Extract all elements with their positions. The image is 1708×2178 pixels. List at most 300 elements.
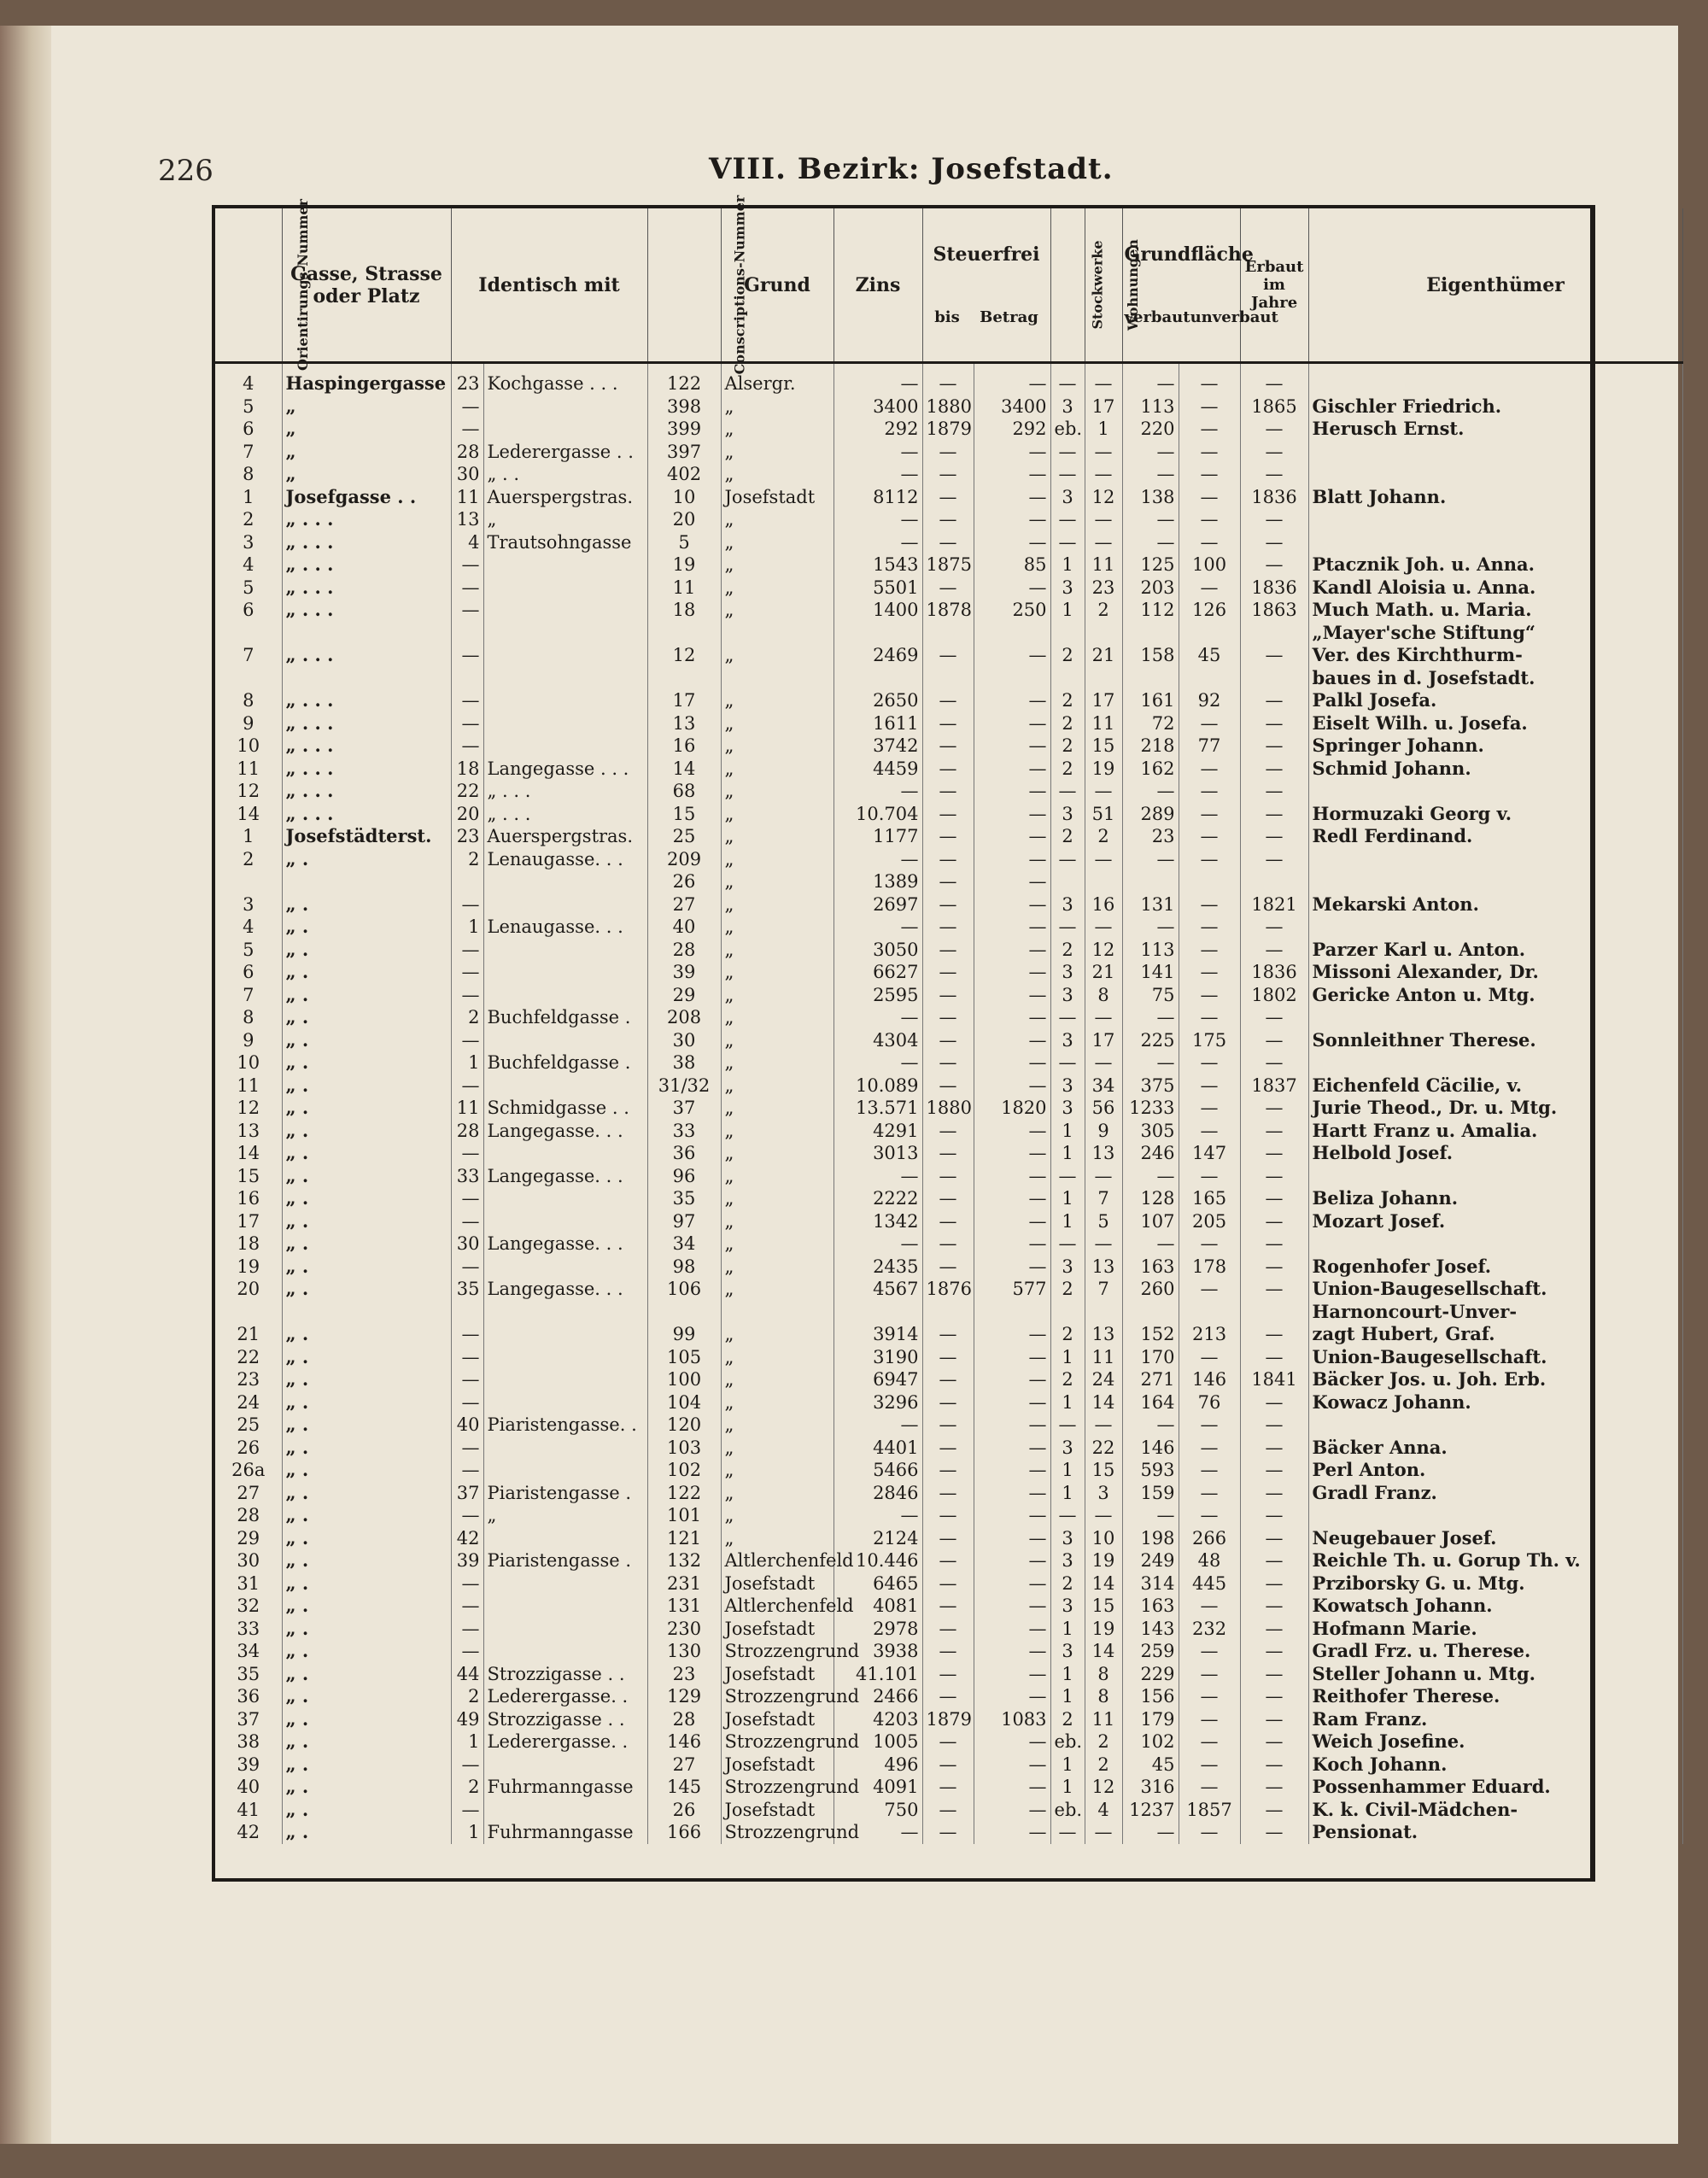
cell-gasse: „ . [282, 984, 451, 1007]
cell-verbaut: 162 [1122, 758, 1179, 781]
cell-stockwerke: — [1050, 1821, 1085, 1844]
cell-conscriptions-nummer: 28 [647, 939, 721, 962]
table-row [215, 1595, 1682, 1618]
cell-grund: „ [721, 758, 834, 781]
cell-erbaut: — [1240, 1187, 1308, 1210]
cell-wohnungen: 10 [1085, 1527, 1122, 1550]
header-steuerfrei-betrag: Betrag [980, 308, 1038, 326]
cell-erbaut: — [1240, 1437, 1308, 1460]
cell-grund: „ [721, 395, 834, 419]
cell-gasse: „ . [282, 939, 451, 962]
cell-identisch-gasse [483, 1527, 647, 1550]
cell-identisch-gasse [483, 984, 647, 1007]
cell-grund: „ [721, 1210, 834, 1233]
cell-steuerfrei-betrag: — [974, 758, 1050, 781]
cell-stockwerke: 3 [1050, 1595, 1085, 1618]
cell-orientirungs-nummer: 6 [215, 599, 282, 622]
cell-conscriptions-nummer: 231 [647, 1572, 721, 1595]
cell-steuerfrei-betrag: — [974, 1256, 1050, 1279]
table-row [215, 1459, 1682, 1482]
cell-steuerfrei-bis: — [922, 1685, 974, 1708]
cell-unverbaut: — [1179, 1595, 1240, 1618]
cell-eigenthuemer [1308, 1006, 1682, 1029]
cell-identisch-nummer: 49 [451, 1708, 483, 1731]
cell-orientirungs-nummer: 27 [215, 1482, 282, 1505]
cell-steuerfrei-bis: — [922, 1232, 974, 1256]
cell-unverbaut: — [1179, 508, 1240, 531]
cell-eigenthuemer: Missoni Alexander, Dr. [1308, 961, 1682, 984]
cell-steuerfrei-bis: — [922, 486, 974, 509]
cell-grund: Josefstadt [721, 1663, 834, 1686]
cell-steuerfrei-betrag: — [974, 984, 1050, 1007]
cell-unverbaut: — [1179, 939, 1240, 962]
cell-erbaut: — [1240, 1549, 1308, 1572]
cell-eigenthuemer: Reichle Th. u. Gorup Th. v. [1308, 1549, 1682, 1572]
cell-unverbaut: — [1179, 1006, 1240, 1029]
cell-identisch-nummer: 23 [451, 825, 483, 848]
cell-verbaut: 198 [1122, 1527, 1179, 1550]
cell-eigenthuemer: Much Math. u. Maria. [1308, 599, 1682, 622]
cell-eigenthuemer [1308, 463, 1682, 486]
cell-steuerfrei-bis: — [922, 1821, 974, 1844]
cell-unverbaut: — [1179, 1482, 1240, 1505]
cell-grund: „ [721, 599, 834, 622]
cell-grund: Strozzengrund [721, 1730, 834, 1754]
cell-orientirungs-nummer: 11 [215, 1074, 282, 1098]
cell-steuerfrei-bis: — [922, 1029, 974, 1052]
cell-gasse: Haspingergasse [282, 363, 451, 395]
cell-grund [721, 1301, 834, 1324]
cell-verbaut: 112 [1122, 599, 1179, 622]
cell-verbaut: 229 [1122, 1663, 1179, 1686]
cell-wohnungen: 2 [1085, 1754, 1122, 1777]
cell-wohnungen: 14 [1085, 1391, 1122, 1414]
cell-identisch-nummer: 18 [451, 758, 483, 781]
cell-stockwerke: eb. [1050, 1730, 1085, 1754]
cell-stockwerke: 3 [1050, 486, 1085, 509]
cell-orientirungs-nummer: 39 [215, 1754, 282, 1777]
cell-steuerfrei-bis: 1880 [922, 395, 974, 419]
cell-identisch-nummer: — [451, 1640, 483, 1663]
cell-unverbaut: 213 [1179, 1323, 1240, 1346]
cell-identisch-gasse: Lederergasse . . [483, 441, 647, 464]
cell-identisch-gasse: Piaristengasse. . [483, 1414, 647, 1437]
header-steuerfrei-title: Steuerfrei [933, 243, 1040, 266]
cell-gasse: „ . [282, 1572, 451, 1595]
cell-identisch-nummer: 44 [451, 1663, 483, 1686]
cell-grund [721, 622, 834, 645]
cell-steuerfrei-betrag: — [974, 1346, 1050, 1369]
table-row [215, 667, 1682, 690]
cell-erbaut: — [1240, 916, 1308, 939]
cell-stockwerke: 2 [1050, 644, 1085, 667]
cell-orientirungs-nummer: 22 [215, 1346, 282, 1369]
cell-stockwerke: 3 [1050, 1437, 1085, 1460]
cell-erbaut: 1821 [1240, 893, 1308, 916]
cell-zins: 3013 [834, 1142, 922, 1165]
cell-wohnungen: 24 [1085, 1368, 1122, 1391]
cell-erbaut: — [1240, 531, 1308, 554]
cell-identisch-gasse [483, 1595, 647, 1618]
cell-eigenthuemer [1308, 1504, 1682, 1527]
cell-unverbaut: — [1179, 1278, 1240, 1301]
cell-verbaut: 152 [1122, 1323, 1179, 1346]
cell-grund: „ [721, 1368, 834, 1391]
cell-stockwerke: 3 [1050, 984, 1085, 1007]
cell-unverbaut: — [1179, 780, 1240, 803]
cell-erbaut: — [1240, 803, 1308, 826]
cell-steuerfrei-betrag: 292 [974, 418, 1050, 441]
cell-identisch-nummer: 35 [451, 1278, 483, 1301]
table-row [215, 1776, 1682, 1799]
table-row [215, 1368, 1682, 1391]
cell-eigenthuemer: Gradl Franz. [1308, 1482, 1682, 1505]
cell-wohnungen: — [1085, 1232, 1122, 1256]
cell-erbaut: — [1240, 1459, 1308, 1482]
cell-gasse: „ . . . [282, 758, 451, 781]
cell-steuerfrei-betrag [974, 1301, 1050, 1324]
cell-grund: „ [721, 870, 834, 893]
cell-unverbaut: — [1179, 486, 1240, 509]
cell-steuerfrei-betrag: — [974, 712, 1050, 735]
cell-unverbaut: 165 [1179, 1187, 1240, 1210]
cell-verbaut: — [1122, 1504, 1179, 1527]
cell-zins: 750 [834, 1799, 922, 1822]
cell-wohnungen: 7 [1085, 1187, 1122, 1210]
cell-identisch-gasse: Schmidgasse . . [483, 1097, 647, 1120]
cell-identisch-nummer: 1 [451, 1730, 483, 1754]
header-zins: Zins [834, 208, 922, 363]
table-row [215, 1437, 1682, 1460]
cell-identisch-nummer: — [451, 689, 483, 712]
cell-zins: — [834, 1414, 922, 1437]
cell-orientirungs-nummer: 38 [215, 1730, 282, 1754]
cell-verbaut: 593 [1122, 1459, 1179, 1482]
cell-grund: Josefstadt [721, 1799, 834, 1822]
cell-verbaut: 246 [1122, 1142, 1179, 1165]
cell-eigenthuemer: Mekarski Anton. [1308, 893, 1682, 916]
cell-wohnungen: 13 [1085, 1142, 1122, 1165]
cell-steuerfrei-bis: — [922, 1165, 974, 1188]
cell-stockwerke: — [1050, 1165, 1085, 1188]
cell-unverbaut: — [1179, 1640, 1240, 1663]
cell-erbaut: — [1240, 735, 1308, 758]
cell-verbaut: 316 [1122, 1776, 1179, 1799]
table-row [215, 1301, 1682, 1324]
cell-orientirungs-nummer: 16 [215, 1187, 282, 1210]
cell-identisch-gasse: Auerspergstras. [483, 486, 647, 509]
table-row [215, 463, 1682, 486]
cell-steuerfrei-betrag: — [974, 1663, 1050, 1686]
cell-wohnungen: 17 [1085, 1029, 1122, 1052]
cell-verbaut: — [1122, 441, 1179, 464]
cell-verbaut: 141 [1122, 961, 1179, 984]
cell-stockwerke: 1 [1050, 1754, 1085, 1777]
cell-wohnungen [1085, 667, 1122, 690]
cell-wohnungen: 1 [1085, 418, 1122, 441]
cell-identisch-nummer: — [451, 984, 483, 1007]
cell-grund: Josefstadt [721, 1754, 834, 1777]
cell-steuerfrei-betrag: — [974, 1595, 1050, 1618]
cell-unverbaut: — [1179, 961, 1240, 984]
cell-identisch-nummer: 23 [451, 363, 483, 395]
cell-zins: 1005 [834, 1730, 922, 1754]
cell-identisch-gasse [483, 1323, 647, 1346]
cell-orientirungs-nummer: 20 [215, 1278, 282, 1301]
cell-identisch-gasse [483, 735, 647, 758]
cell-identisch-gasse: „ . . [483, 463, 647, 486]
table-row [215, 848, 1682, 871]
cell-identisch-gasse [483, 1640, 647, 1663]
cell-zins: — [834, 848, 922, 871]
cell-orientirungs-nummer: 11 [215, 758, 282, 781]
cell-steuerfrei-bis: — [922, 893, 974, 916]
cell-erbaut: — [1240, 1210, 1308, 1233]
cell-wohnungen: 9 [1085, 1120, 1122, 1143]
cell-wohnungen: 15 [1085, 1459, 1122, 1482]
cell-identisch-nummer: — [451, 1459, 483, 1482]
cell-steuerfrei-bis: — [922, 780, 974, 803]
cell-verbaut: 314 [1122, 1572, 1179, 1595]
cell-steuerfrei-bis: 1879 [922, 1708, 974, 1731]
cell-conscriptions-nummer: 402 [647, 463, 721, 486]
cell-steuerfrei-bis: — [922, 1549, 974, 1572]
cell-gasse: „ . [282, 1165, 451, 1188]
cell-identisch-gasse: Auerspergstras. [483, 825, 647, 848]
cell-identisch-nummer: 30 [451, 1232, 483, 1256]
cell-conscriptions-nummer: 99 [647, 1323, 721, 1346]
cell-orientirungs-nummer: 3 [215, 531, 282, 554]
cell-steuerfrei-bis: — [922, 531, 974, 554]
cell-grund [721, 667, 834, 690]
cell-unverbaut: — [1179, 1754, 1240, 1777]
cell-erbaut: — [1240, 553, 1308, 577]
cell-stockwerke: 1 [1050, 1120, 1085, 1143]
cell-gasse: „ . [282, 1187, 451, 1210]
cell-identisch-gasse [483, 1210, 647, 1233]
cell-wohnungen: 3 [1085, 1482, 1122, 1505]
cell-grund: „ [721, 1029, 834, 1052]
cell-eigenthuemer: Ram Franz. [1308, 1708, 1682, 1731]
cell-zins: 13.571 [834, 1097, 922, 1120]
cell-erbaut: 1865 [1240, 395, 1308, 419]
cell-identisch-gasse [483, 644, 647, 667]
cell-erbaut: — [1240, 1232, 1308, 1256]
cell-grund: „ [721, 1074, 834, 1098]
cell-wohnungen: 19 [1085, 1549, 1122, 1572]
cell-unverbaut: — [1179, 1074, 1240, 1098]
cell-verbaut: 1233 [1122, 1097, 1179, 1120]
cell-stockwerke: 3 [1050, 1256, 1085, 1279]
cell-wohnungen: 14 [1085, 1572, 1122, 1595]
cell-identisch-nummer: 1 [451, 1821, 483, 1844]
cell-gasse: „ . [282, 1821, 451, 1844]
cell-wohnungen: 56 [1085, 1097, 1122, 1120]
cell-identisch-nummer: — [451, 1368, 483, 1391]
cell-conscriptions-nummer: 166 [647, 1821, 721, 1844]
cell-conscriptions-nummer: 36 [647, 1142, 721, 1165]
header-grundflaeche-title: Grundfläche [1124, 243, 1254, 266]
cell-identisch-gasse [483, 667, 647, 690]
cell-unverbaut [1179, 870, 1240, 893]
cell-verbaut: 159 [1122, 1482, 1179, 1505]
cell-eigenthuemer: Ver. des Kirchthurm- [1308, 644, 1682, 667]
cell-stockwerke: 2 [1050, 1572, 1085, 1595]
cell-eigenthuemer: Eichenfeld Cäcilie, v. [1308, 1074, 1682, 1098]
cell-identisch-nummer [451, 1301, 483, 1324]
table-row [215, 916, 1682, 939]
cell-identisch-gasse [483, 712, 647, 735]
cell-orientirungs-nummer: 10 [215, 735, 282, 758]
cell-eigenthuemer: Perl Anton. [1308, 1459, 1682, 1482]
cell-orientirungs-nummer: 26 [215, 1437, 282, 1460]
cell-gasse: „ [282, 463, 451, 486]
cell-gasse: „ . [282, 1437, 451, 1460]
cell-gasse [282, 1301, 451, 1324]
cell-stockwerke: — [1050, 848, 1085, 871]
cell-identisch-nummer: 28 [451, 441, 483, 464]
cell-steuerfrei-bis: — [922, 441, 974, 464]
cell-identisch-gasse: Lenaugasse. . . [483, 848, 647, 871]
cell-eigenthuemer: Rogenhofer Josef. [1308, 1256, 1682, 1279]
cell-unverbaut: — [1179, 1776, 1240, 1799]
cell-steuerfrei-bis: — [922, 961, 974, 984]
cell-gasse: „ . [282, 1414, 451, 1437]
cell-steuerfrei-bis: — [922, 1210, 974, 1233]
cell-gasse: „ . [282, 1029, 451, 1052]
cell-unverbaut: — [1179, 395, 1240, 419]
cell-verbaut: — [1122, 531, 1179, 554]
cell-zins: 2595 [834, 984, 922, 1007]
cell-steuerfrei-bis: — [922, 939, 974, 962]
cell-steuerfrei-betrag: — [974, 1776, 1050, 1799]
cell-unverbaut: — [1179, 1708, 1240, 1731]
cell-verbaut: 375 [1122, 1074, 1179, 1098]
cell-gasse: „ . . . [282, 577, 451, 600]
cell-wohnungen: 8 [1085, 1685, 1122, 1708]
cell-erbaut [1240, 870, 1308, 893]
cell-orientirungs-nummer [215, 667, 282, 690]
cell-identisch-gasse: „ . . . [483, 803, 647, 826]
cell-identisch-gasse: „ . . . [483, 780, 647, 803]
cell-gasse: „ . [282, 1232, 451, 1256]
cell-gasse: „ . [282, 1346, 451, 1369]
cell-gasse: „ [282, 395, 451, 419]
cell-steuerfrei-betrag: — [974, 1074, 1050, 1098]
cell-orientirungs-nummer: 7 [215, 644, 282, 667]
cell-orientirungs-nummer: 6 [215, 418, 282, 441]
cell-stockwerke: 2 [1050, 825, 1085, 848]
cell-steuerfrei-betrag: — [974, 1368, 1050, 1391]
table-row [215, 1165, 1682, 1188]
cell-identisch-nummer: 1 [451, 1051, 483, 1074]
cell-steuerfrei-betrag: — [974, 1391, 1050, 1414]
table-row [215, 1187, 1682, 1210]
cell-steuerfrei-betrag [974, 667, 1050, 690]
cell-wohnungen: 13 [1085, 1256, 1122, 1279]
cell-steuerfrei-bis: — [922, 1051, 974, 1074]
cell-identisch-gasse: Langegasse. . . [483, 1278, 647, 1301]
cell-grund: Strozzengrund [721, 1640, 834, 1663]
cell-steuerfrei-bis [922, 1301, 974, 1324]
table-row [215, 622, 1682, 645]
cell-unverbaut: 445 [1179, 1572, 1240, 1595]
cell-identisch-nummer: 11 [451, 1097, 483, 1120]
cell-steuerfrei-betrag: 1820 [974, 1097, 1050, 1120]
cell-conscriptions-nummer: 34 [647, 1232, 721, 1256]
cell-orientirungs-nummer: 37 [215, 1708, 282, 1731]
cell-steuerfrei-bis: — [922, 1256, 974, 1279]
cell-orientirungs-nummer: 15 [215, 1165, 282, 1188]
cell-steuerfrei-bis: — [922, 916, 974, 939]
cell-steuerfrei-bis: — [922, 1776, 974, 1799]
cell-erbaut: — [1240, 1346, 1308, 1369]
cell-eigenthuemer: Blatt Johann. [1308, 486, 1682, 509]
cell-steuerfrei-betrag: — [974, 508, 1050, 531]
cell-gasse: „ . [282, 1754, 451, 1777]
cell-wohnungen [1085, 870, 1122, 893]
cell-unverbaut: 147 [1179, 1142, 1240, 1165]
cell-gasse: „ . [282, 1595, 451, 1618]
cell-erbaut: — [1240, 1051, 1308, 1074]
cell-unverbaut: — [1179, 1165, 1240, 1188]
cell-conscriptions-nummer: 11 [647, 577, 721, 600]
cell-grund: Alsergr. [721, 363, 834, 395]
cell-wohnungen: — [1085, 848, 1122, 871]
cell-verbaut: 161 [1122, 689, 1179, 712]
cell-unverbaut: 175 [1179, 1029, 1240, 1052]
cell-gasse: „ . [282, 1006, 451, 1029]
cell-steuerfrei-bis: — [922, 1527, 974, 1550]
cell-identisch-gasse [483, 689, 647, 712]
cell-verbaut: — [1122, 1051, 1179, 1074]
cell-stockwerke: — [1050, 1232, 1085, 1256]
cell-orientirungs-nummer: 17 [215, 1210, 282, 1233]
cell-conscriptions-nummer: 29 [647, 984, 721, 1007]
cell-erbaut: — [1240, 1097, 1308, 1120]
cell-steuerfrei-bis: — [922, 1459, 974, 1482]
cell-wohnungen: 15 [1085, 735, 1122, 758]
cell-grund: „ [721, 1278, 834, 1301]
cell-identisch-nummer: 2 [451, 1006, 483, 1029]
cell-identisch-nummer: — [451, 1618, 483, 1641]
cell-conscriptions-nummer: 13 [647, 712, 721, 735]
cell-orientirungs-nummer: 7 [215, 984, 282, 1007]
cell-identisch-nummer: — [451, 395, 483, 419]
cell-eigenthuemer: Bäcker Jos. u. Joh. Erb. [1308, 1368, 1682, 1391]
cell-identisch-gasse: Piaristengasse . [483, 1549, 647, 1572]
cell-erbaut: — [1240, 939, 1308, 962]
cell-steuerfrei-betrag: — [974, 1799, 1050, 1822]
header-orientirungs: Orientirungs-Nummer [215, 208, 282, 363]
cell-wohnungen: 4 [1085, 1799, 1122, 1822]
cell-zins: 2469 [834, 644, 922, 667]
cell-zins: — [834, 1504, 922, 1527]
cell-conscriptions-nummer: 209 [647, 848, 721, 871]
cell-stockwerke: 2 [1050, 712, 1085, 735]
cell-gasse: „ . [282, 1549, 451, 1572]
cell-unverbaut: 126 [1179, 599, 1240, 622]
table-row [215, 1051, 1682, 1074]
cell-conscriptions-nummer: 40 [647, 916, 721, 939]
cell-grund: „ [721, 803, 834, 826]
cell-unverbaut: 266 [1179, 1527, 1240, 1550]
cell-identisch-gasse [483, 395, 647, 419]
cell-identisch-gasse: Langegasse. . . [483, 1120, 647, 1143]
cell-grund: Strozzengrund [721, 1821, 834, 1844]
cell-grund: „ [721, 735, 834, 758]
cell-orientirungs-nummer: 2 [215, 848, 282, 871]
